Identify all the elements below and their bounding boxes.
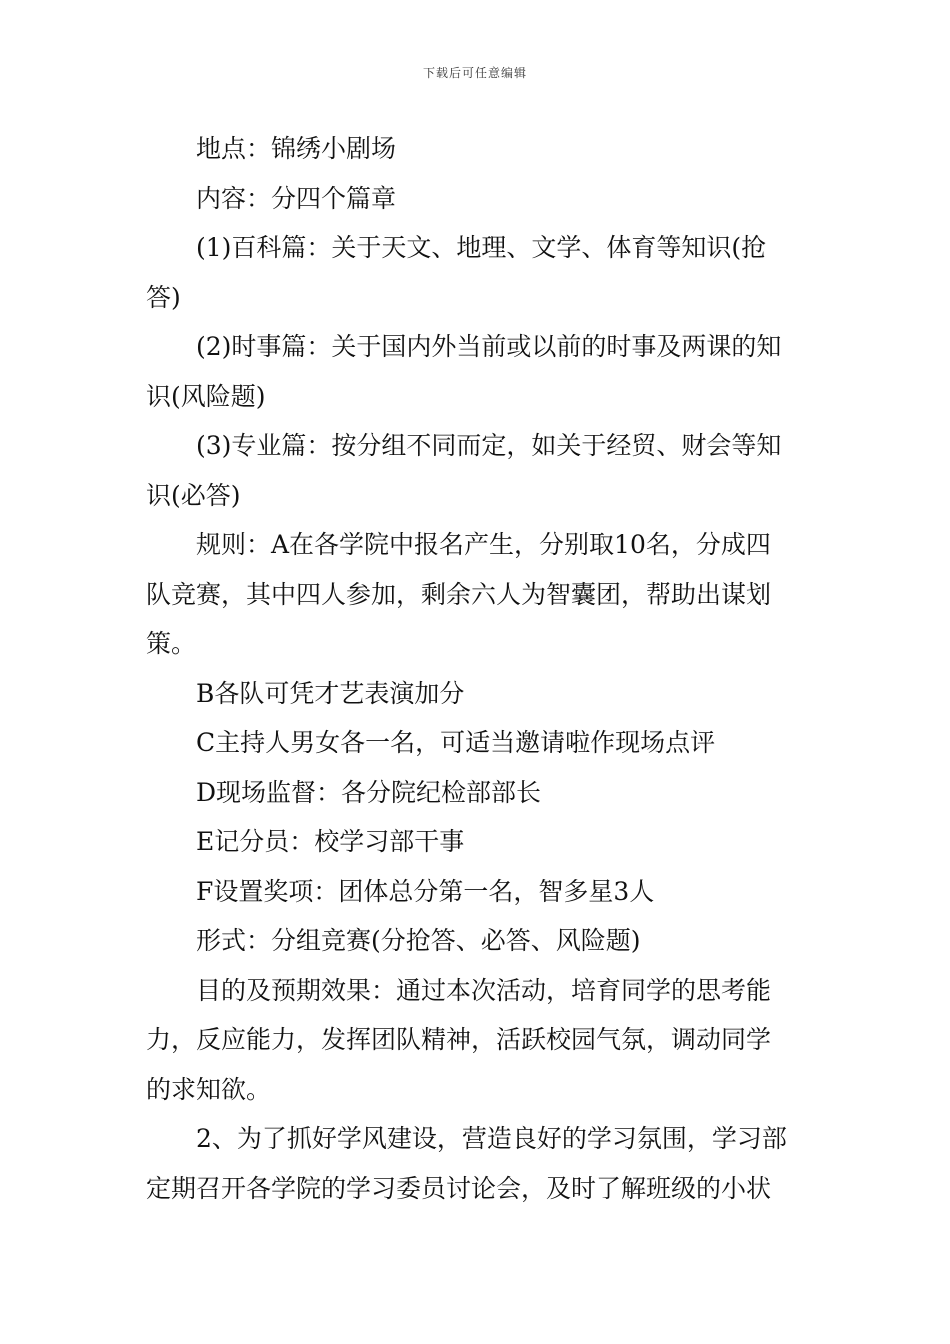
line-location: 地点：锦绣小剧场 — [196, 134, 397, 163]
line-item-2: 2、为了抓好学风建设，营造良好的学习氛围，学习部 — [196, 1124, 787, 1153]
document-body — [146, 124, 806, 1213]
line-section-3-cont: 识(必答) — [146, 480, 241, 510]
line-section-2-cont: 识(风险题) — [146, 381, 266, 411]
line-rule-e: E记分员：校学习部干事 — [196, 827, 465, 856]
line-rules: 规则：A在各学院中报名产生，分别取10名，分成四 — [196, 530, 771, 559]
line-rules-cont-1: 队竞赛，其中四人参加，剩余六人为智囊团，帮助出谋划 — [146, 579, 772, 609]
line-content: 内容：分四个篇章 — [196, 183, 397, 213]
line-purpose-cont-1: 力，反应能力，发挥团队精神，活跃校园气氛，调动同学 — [146, 1025, 772, 1054]
line-purpose-cont-2: 的求知欲。 — [146, 1074, 272, 1104]
line-section-1-cont: 答) — [146, 282, 181, 312]
line-item-2-cont: 定期召开各学院的学习委员讨论会，及时了解班级的小状 — [146, 1173, 772, 1203]
line-section-1: (1)百科篇：关于天文、地理、文学、体育等知识(抢 — [196, 233, 767, 262]
page-header: 下载后可任意编辑 — [422, 66, 527, 80]
line-section-2: (2)时事篇：关于国内外当前或以前的时事及两课的知 — [196, 332, 782, 361]
line-format: 形式：分组竞赛(分抢答、必答、风险题) — [196, 926, 641, 955]
line-section-3: (3)专业篇：按分组不同而定，如关于经贸、财会等知 — [196, 431, 782, 460]
line-rules-cont-2: 策。 — [146, 629, 197, 658]
line-purpose: 目的及预期效果：通过本次活动，培育同学的思考能 — [196, 975, 772, 1005]
line-rule-d: D现场监督：各分院纪检部部长 — [196, 777, 542, 807]
line-rule-f: F设置奖项：团体总分第一名，智多星3人 — [196, 876, 655, 906]
line-rule-b: B各队可凭才艺表演加分 — [196, 678, 465, 708]
line-rule-c: C主持人男女各一名，可适当邀请啦作现场点评 — [196, 728, 716, 757]
